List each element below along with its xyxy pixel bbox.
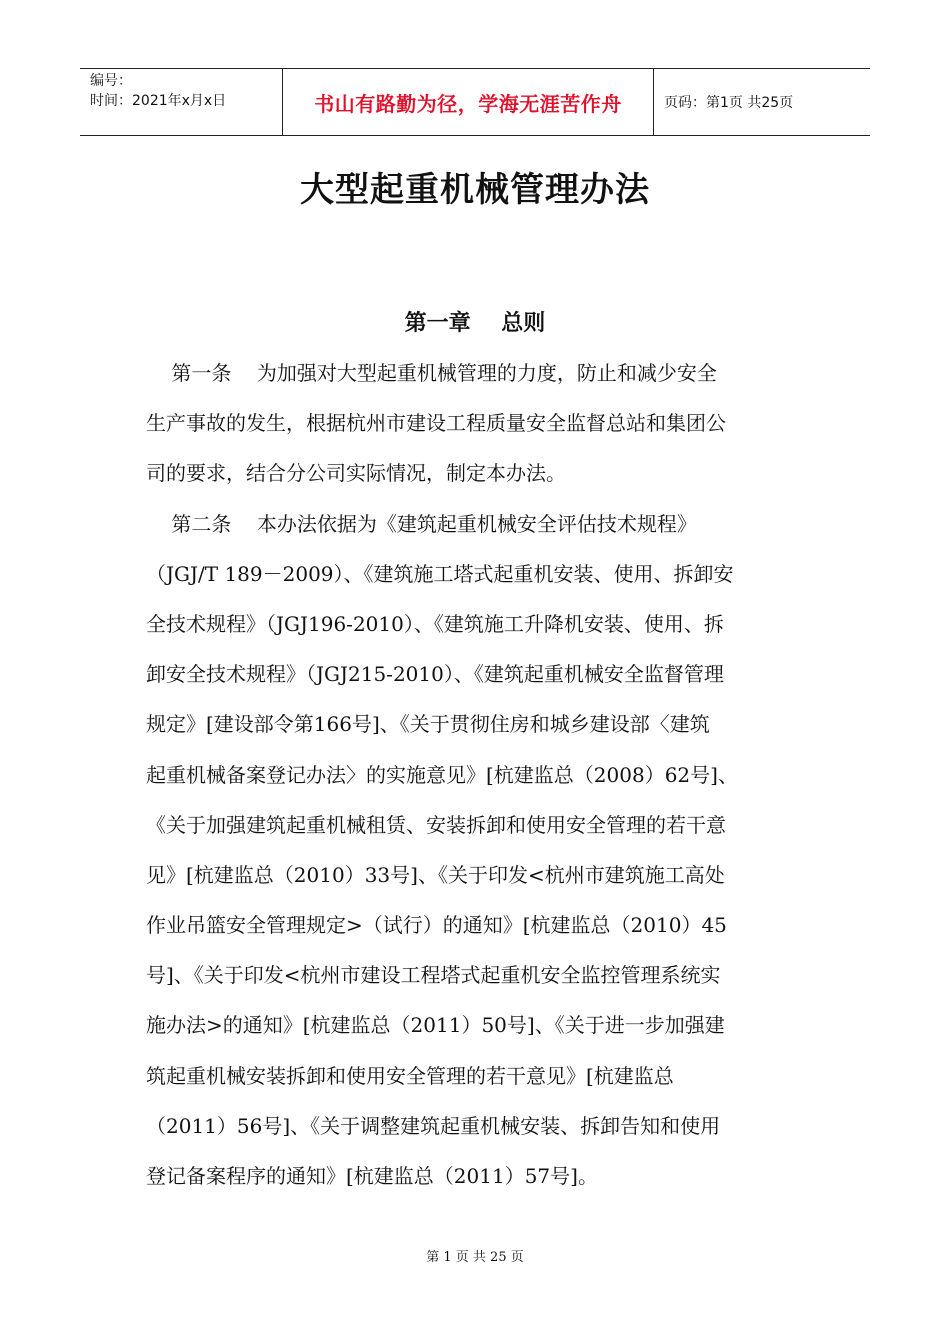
chapter-title: 第一章 总则 <box>404 311 546 336</box>
page-footer: 第 1 页 共 25 页 <box>426 1250 524 1265</box>
header-page-cell <box>654 69 870 135</box>
body-line: 作业吊篮安全管理规定>（试行）的通知》[杭建监总（2010）45 <box>146 913 727 938</box>
body-line: 《关于加强建筑起重机械租赁、安装拆卸和使用安全管理的若干意 <box>146 812 726 837</box>
body-line: 见》[杭建监总（2010）33号]、《关于印发<杭州市建筑施工高处 <box>146 862 725 887</box>
body-line: 起重机械备案登记办法〉的实施意见》[杭建监总（2008）62号]、 <box>146 762 738 787</box>
body-line: 规定》[建设部令第166号]、《关于贯彻住房和城乡建设部〈建筑 <box>146 712 710 737</box>
document-title: 大型起重机械管理办法 <box>300 170 650 210</box>
header-motto-cell <box>282 69 654 135</box>
body-line: 号]、《关于印发<杭州市建设工程塔式起重机安全监控管理系统实 <box>146 963 721 988</box>
body-line: 第二条 本办法依据为《建筑起重机械安全评估技术规程》 <box>146 511 697 536</box>
body-line: 登记备案程序的通知》[杭建监总（2011）57号]。 <box>146 1164 598 1188</box>
body-line: 司的要求，结合分公司实际情况，制定本办法。 <box>146 461 566 486</box>
header-meta-cell <box>80 69 282 135</box>
header-table <box>80 68 870 136</box>
body-line: （2011）56号]、《关于调整建筑起重机械安装、拆卸告知和使用 <box>146 1113 721 1138</box>
body-line: 第一条 为加强对大型起重机械管理的力度，防止和减少安全 <box>146 361 717 385</box>
header-motto: 书山有路勤为径，学海无涯苦作舟 <box>314 91 622 116</box>
document-time-label: 时间：2021年x月x日 <box>90 93 227 109</box>
body-line: 施办法>的通知》[杭建监总（2011）50号]、《关于进一步加强建 <box>146 1013 725 1038</box>
body-line: （JGJ/T 189－2009）、《建筑施工塔式起重机安装、使用、拆卸安 <box>146 561 734 586</box>
document-body <box>146 348 806 1201</box>
document-number-label: 编号： <box>90 73 132 89</box>
body-line: 筑起重机械安装拆卸和使用安全管理的若干意见》[杭建监总 <box>146 1063 674 1088</box>
body-line: 全技术规程》（JGJ196-2010）、《建筑施工升降机安装、使用、拆 <box>146 611 724 636</box>
body-line: 生产事故的发生，根据杭州市建设工程质量安全监督总站和集团公 <box>146 411 726 436</box>
header-page-info: 页码：第1页 共25页 <box>664 95 794 111</box>
body-line: 卸安全技术规程》（JGJ215-2010）、《建筑起重机械安全监督管理 <box>146 662 724 687</box>
